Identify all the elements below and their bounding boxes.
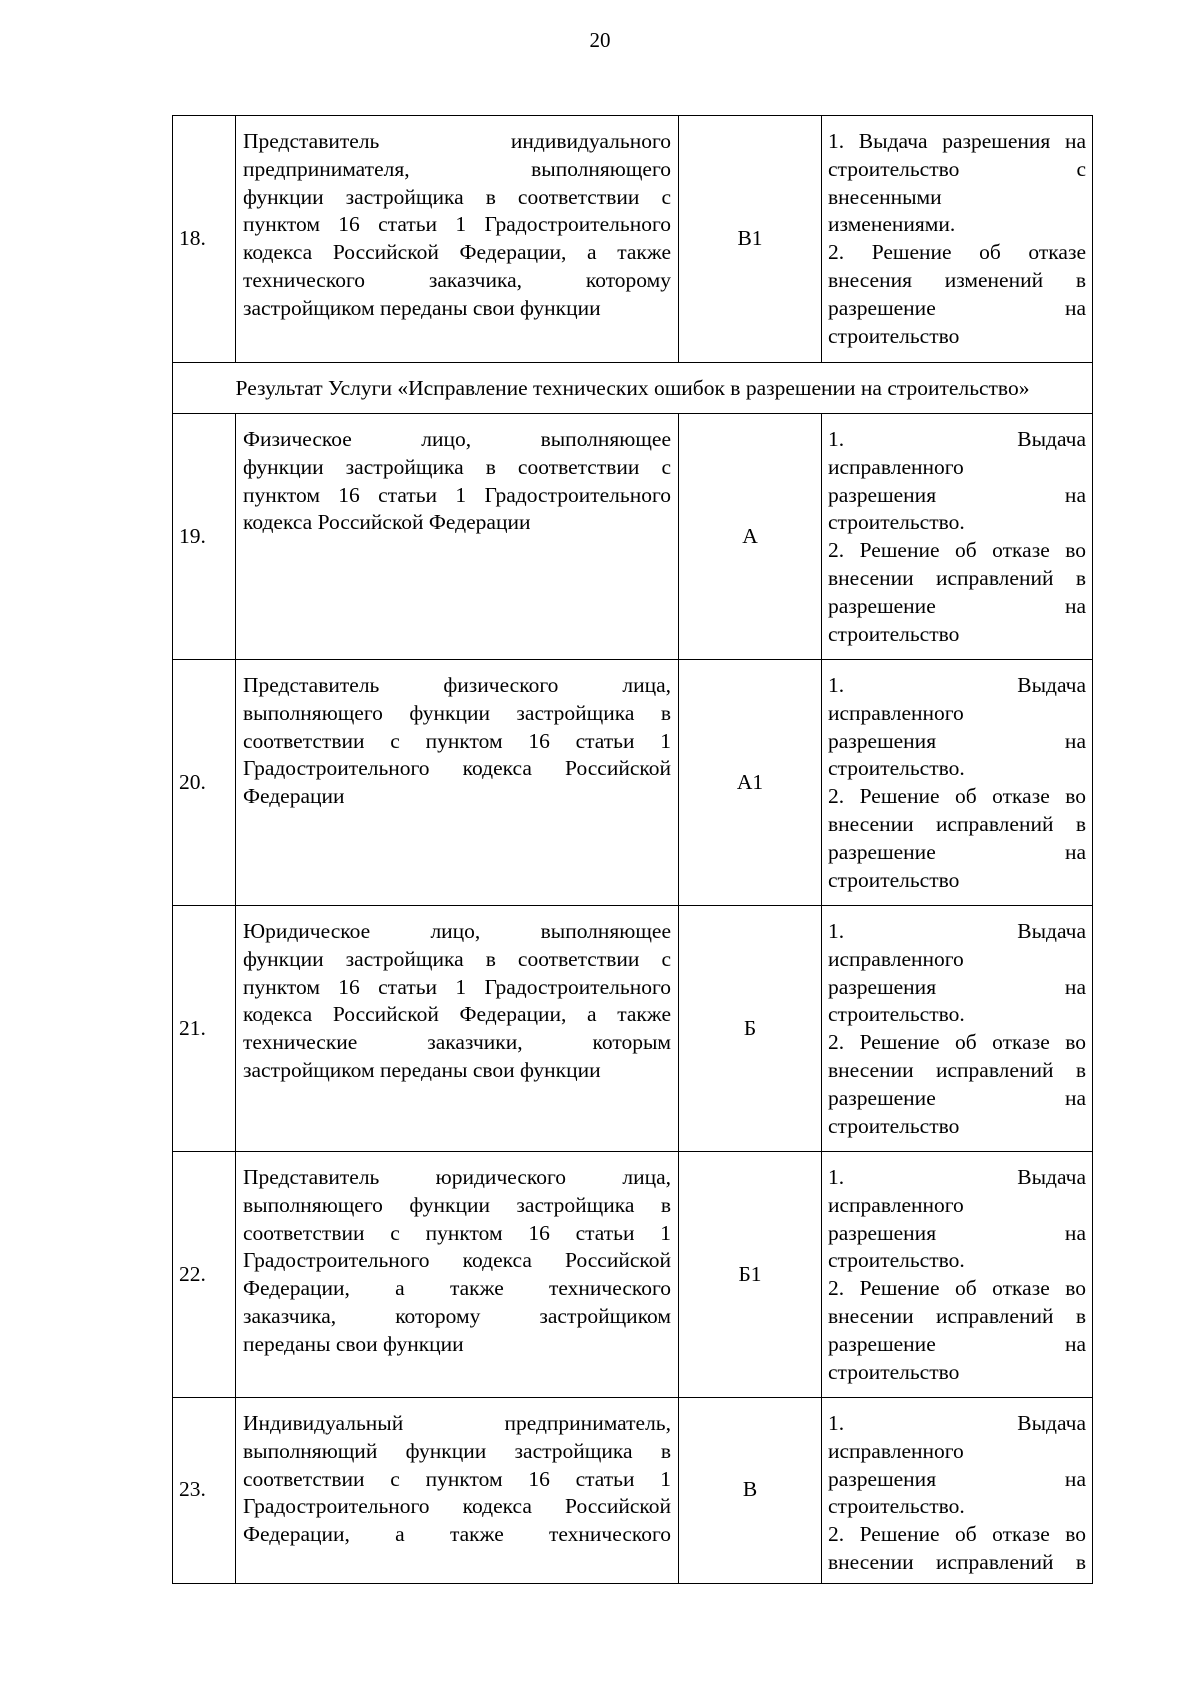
result-line: разрешения на bbox=[828, 728, 1086, 753]
applicant-line: выполняющего функции застройщика в bbox=[243, 700, 671, 725]
service-result bbox=[822, 414, 1093, 660]
result-line: внесения изменений в bbox=[828, 267, 1086, 292]
row-number: 23. bbox=[173, 1398, 236, 1584]
applicant-line: Федерации, а также технического bbox=[243, 1522, 671, 1547]
result-line: строительство. bbox=[828, 1248, 965, 1273]
table-row bbox=[173, 414, 1093, 660]
applicant-line: Физическое лицо, выполняющее bbox=[243, 427, 671, 451]
result-line: строительство с bbox=[828, 156, 1086, 181]
applicant-line: выполняющего функции застройщика в bbox=[243, 1192, 671, 1217]
table-row bbox=[173, 906, 1093, 1152]
result-line: разрешение на bbox=[828, 839, 1086, 864]
applicant-line: Федерации bbox=[243, 784, 345, 809]
result-line: строительство. bbox=[828, 756, 965, 781]
applicant-code: В1 bbox=[679, 116, 822, 363]
result-line: строительство bbox=[828, 323, 960, 348]
result-line: 2. Решение об отказе во bbox=[828, 1030, 1086, 1055]
table-body-before bbox=[173, 116, 1093, 363]
result-line: строительство. bbox=[828, 1002, 965, 1027]
result-line: 2. Решение об отказе во bbox=[828, 538, 1086, 563]
row-number: 18. bbox=[173, 116, 236, 363]
section-header-group bbox=[173, 363, 1093, 414]
applicant-code: А bbox=[679, 414, 822, 660]
table-row bbox=[173, 116, 1093, 363]
applicant-description bbox=[236, 116, 679, 363]
table-row bbox=[173, 1398, 1093, 1584]
result-line: 2. Решение об отказе во bbox=[828, 1522, 1086, 1547]
result-line: строительство bbox=[828, 1359, 960, 1384]
applicant-description bbox=[236, 1398, 679, 1584]
applicant-line: кодекса Российской Федерации, а также bbox=[243, 1002, 671, 1027]
applicant-line: Градостроительного кодекса Российской bbox=[243, 1248, 671, 1273]
applicant-line: Федерации, а также технического bbox=[243, 1276, 671, 1301]
result-line: 2. Решение об отказе во bbox=[828, 1276, 1086, 1301]
result-line: исправленного bbox=[828, 700, 964, 725]
result-line: разрешение на bbox=[828, 593, 1086, 618]
result-line: исправленного bbox=[828, 1192, 964, 1217]
applicant-line: выполняющий функции застройщика в bbox=[243, 1438, 671, 1463]
result-line: 2. Решение об отказе во bbox=[828, 784, 1086, 809]
applicant-line: технические заказчики, которым bbox=[243, 1030, 671, 1055]
applicant-line: функции застройщика в соответствии с bbox=[243, 946, 671, 971]
applicant-line: функции застройщика в соответствии с bbox=[243, 454, 671, 479]
section-header-row bbox=[173, 363, 1093, 414]
result-line: разрешение на bbox=[828, 295, 1086, 320]
result-line: разрешение на bbox=[828, 1085, 1086, 1110]
applicant-line: застройщиком переданы свои функции bbox=[243, 1057, 601, 1082]
row-number: 19. bbox=[173, 414, 236, 660]
applicant-line: функции застройщика в соответствии с bbox=[243, 184, 671, 209]
applicant-line: кодекса Российской Федерации, а также bbox=[243, 240, 671, 265]
page-number: 20 bbox=[589, 28, 611, 52]
applicant-code: А1 bbox=[679, 660, 822, 906]
applicant-line: Градостроительного кодекса Российской bbox=[243, 1494, 671, 1519]
result-line: 1. Выдача bbox=[828, 1165, 1086, 1189]
result-line: разрешение на bbox=[828, 1331, 1086, 1356]
result-line: разрешения на bbox=[828, 482, 1086, 507]
applicant-line: предпринимателя, выполняющего bbox=[243, 156, 671, 181]
result-line: внесении исправлений в bbox=[828, 1303, 1086, 1328]
table-body-after bbox=[173, 414, 1093, 1584]
table-row bbox=[173, 660, 1093, 906]
applicant-line: Представитель индивидуального bbox=[243, 129, 671, 153]
applicant-code: Б bbox=[679, 906, 822, 1152]
service-result bbox=[822, 1398, 1093, 1584]
applicant-line: соответствии с пунктом 16 статьи 1 bbox=[243, 1220, 671, 1245]
result-line: разрешения на bbox=[828, 974, 1086, 999]
result-line: разрешения на bbox=[828, 1466, 1086, 1491]
applicant-line: Представитель юридического лица, bbox=[243, 1165, 671, 1189]
result-line: 2. Решение об отказе bbox=[828, 240, 1086, 265]
service-result bbox=[822, 116, 1093, 363]
result-line: строительство. bbox=[828, 1494, 965, 1519]
applicant-line: технического заказчика, которому bbox=[243, 267, 671, 292]
result-line: 1. Выдача разрешения на bbox=[828, 129, 1086, 153]
applicant-line: пунктом 16 статьи 1 Градостроительного bbox=[243, 482, 671, 507]
applicant-description bbox=[236, 1152, 679, 1398]
applicant-line: Представитель физического лица, bbox=[243, 673, 671, 697]
applicant-code: В bbox=[679, 1398, 822, 1584]
result-line: 1. Выдача bbox=[828, 1411, 1086, 1435]
row-number: 21. bbox=[173, 906, 236, 1152]
applicant-line: Индивидуальный предприниматель, bbox=[243, 1411, 671, 1435]
applicant-description bbox=[236, 906, 679, 1152]
result-line: 1. Выдача bbox=[828, 427, 1086, 451]
applicant-line: переданы свои функции bbox=[243, 1331, 464, 1356]
result-line: 1. Выдача bbox=[828, 919, 1086, 943]
service-result bbox=[822, 660, 1093, 906]
result-line: разрешения на bbox=[828, 1220, 1086, 1245]
result-line: строительство bbox=[828, 1113, 960, 1138]
result-line: внесении исправлений в bbox=[828, 811, 1086, 836]
result-line: внесении исправлений в bbox=[828, 565, 1086, 590]
applicant-line: застройщиком переданы свои функции bbox=[243, 295, 601, 320]
row-number: 22. bbox=[173, 1152, 236, 1398]
service-result bbox=[822, 906, 1093, 1152]
applicant-line: соответствии с пунктом 16 статьи 1 bbox=[243, 728, 671, 753]
applicant-line: заказчика, которому застройщиком bbox=[243, 1303, 671, 1328]
result-line: 1. Выдача bbox=[828, 673, 1086, 697]
section-title: Результат Услуги «Исправление технических ошибок в разрешении на строительство» bbox=[173, 363, 1093, 414]
applicant-code: Б1 bbox=[679, 1152, 822, 1398]
services-results-table bbox=[172, 115, 1093, 1584]
applicant-line: пунктом 16 статьи 1 Градостроительного bbox=[243, 974, 671, 999]
applicant-line: Градостроительного кодекса Российской bbox=[243, 756, 671, 781]
result-line: изменениями. bbox=[828, 212, 956, 237]
row-number: 20. bbox=[173, 660, 236, 906]
applicant-line: пунктом 16 статьи 1 Градостроительного bbox=[243, 212, 671, 237]
result-line: строительство bbox=[828, 867, 960, 892]
result-line: исправленного bbox=[828, 1438, 964, 1463]
applicant-description bbox=[236, 660, 679, 906]
result-line: внесении исправлений в bbox=[828, 1057, 1086, 1082]
applicant-line: соответствии с пунктом 16 статьи 1 bbox=[243, 1466, 671, 1491]
result-line: внесенными bbox=[828, 184, 942, 209]
result-line: строительство bbox=[828, 621, 960, 646]
applicant-line: Юридическое лицо, выполняющее bbox=[243, 919, 671, 943]
applicant-line: кодекса Российской Федерации bbox=[243, 510, 531, 535]
result-line: внесении исправлений в bbox=[828, 1549, 1086, 1574]
result-line: исправленного bbox=[828, 454, 964, 479]
result-line: строительство. bbox=[828, 510, 965, 535]
result-line: исправленного bbox=[828, 946, 964, 971]
table-row bbox=[173, 1152, 1093, 1398]
applicant-description bbox=[236, 414, 679, 660]
service-result bbox=[822, 1152, 1093, 1398]
